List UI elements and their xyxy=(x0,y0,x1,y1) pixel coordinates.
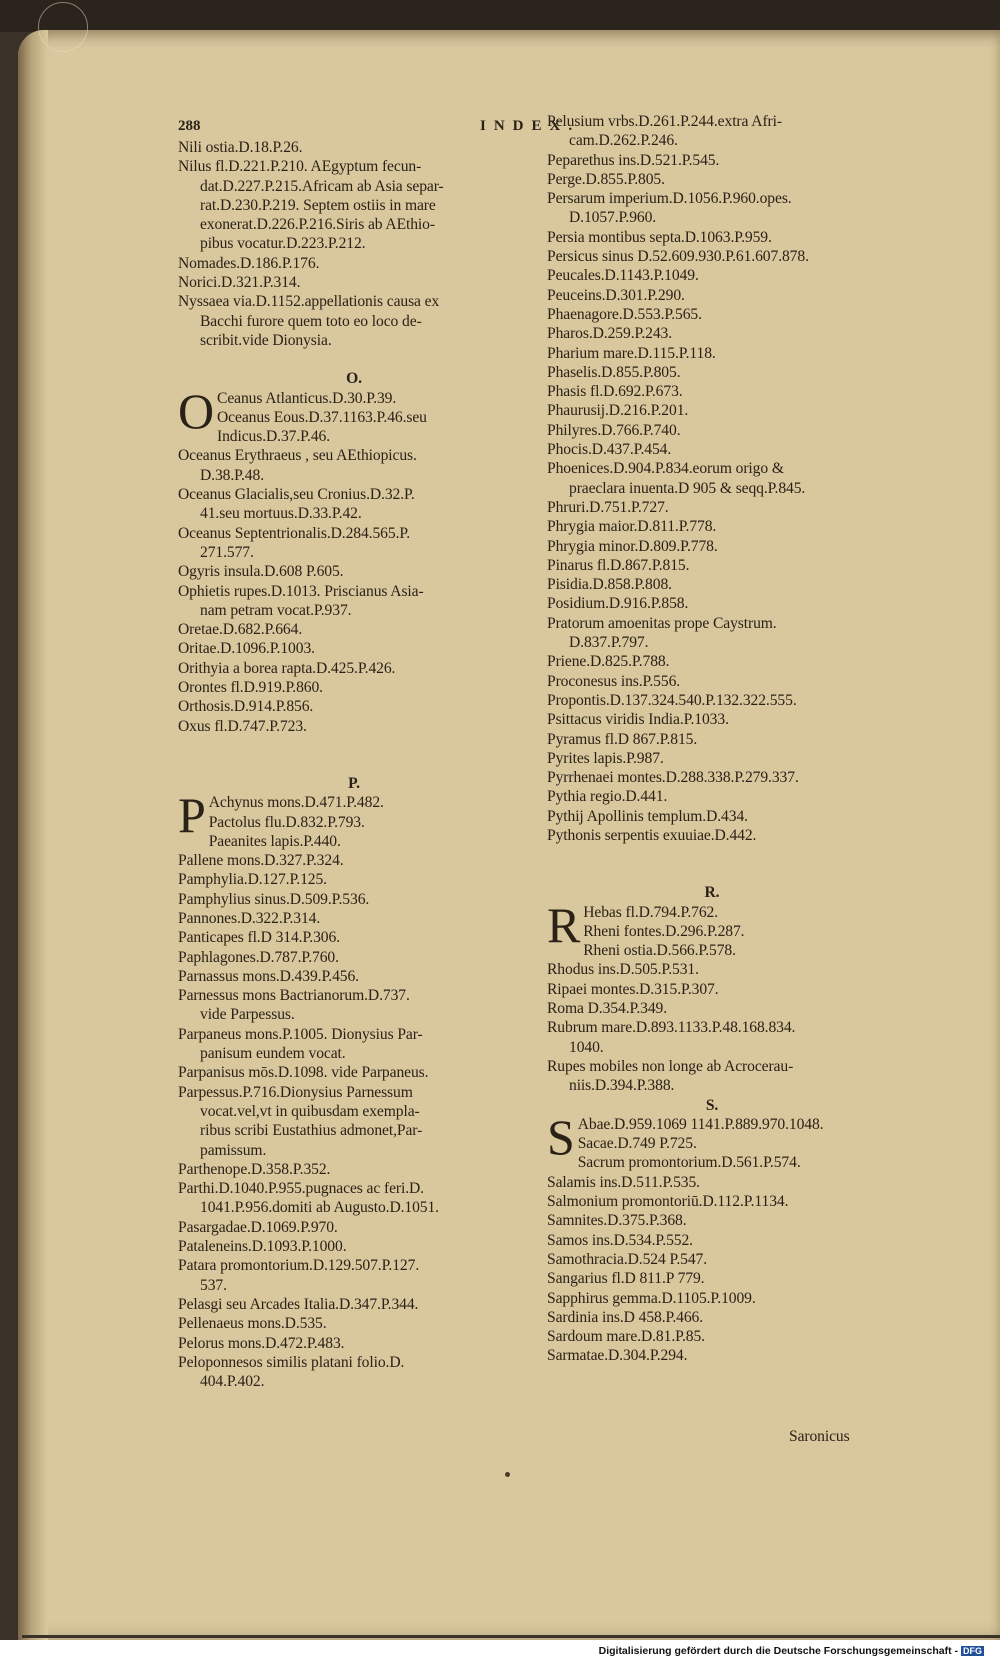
index-entry-line: Pharos.D.259.P.243. xyxy=(547,325,673,343)
index-entry-line: Salamis ins.D.511.P.535. xyxy=(547,1173,700,1191)
index-entry-line: Posidium.D.916.P.858. xyxy=(547,595,689,613)
index-entry-line: Rhodus ins.D.505.P.531. xyxy=(547,961,699,979)
r-entries xyxy=(547,896,877,1096)
index-entry-line: Sardoum mare.D.81.P.85. xyxy=(547,1328,705,1346)
index-entry-line: Patara promontorium.D.129.507.P.127. xyxy=(178,1257,420,1275)
index-entry-line: Peuceins.D.301.P.290. xyxy=(547,286,685,304)
o-entries xyxy=(178,382,530,736)
s-section xyxy=(547,1108,877,1366)
index-entry-line: Pactolus flu.D.832.P.793. xyxy=(208,813,365,831)
index-entry-line: cam.D.262.P.246. xyxy=(569,132,678,150)
index-entry-line: Phrygia minor.D.809.P.778. xyxy=(547,537,718,555)
index-entry-line: Paphlagones.D.787.P.760. xyxy=(178,948,339,966)
index-entry-line: pibus vocatur.D.223.P.212. xyxy=(200,235,366,253)
index-entry-line: ribus scribi Eustathius admonet,Par- xyxy=(200,1122,423,1140)
index-entry-line: Pisidia.D.858.P.808. xyxy=(547,576,672,594)
index-entry-line: Rheni ostia.D.566.P.578. xyxy=(583,942,736,960)
index-entry-line: Oceanus Glacialis,seu Cronius.D.32.P. xyxy=(178,486,415,504)
index-entry-line: Persicus sinus D.52.609.930.P.61.607.878. xyxy=(547,248,809,266)
index-entry-line: Pharium mare.D.115.P.118. xyxy=(547,344,716,362)
index-entry-line: Priene.D.825.P.788. xyxy=(547,653,670,671)
index-entry-line: Pelusium vrbs.D.261.P.244.extra Afri- xyxy=(547,113,782,130)
index-entry-line: Oceanus Septentrionalis.D.284.565.P. xyxy=(178,524,411,542)
index-entry-line: Ogyris insula.D.608 P.605. xyxy=(178,563,344,581)
n-entries xyxy=(178,138,530,350)
footer-text: Digitalisierung gefördert durch die Deutsche Forschungsgemeinschaft - xyxy=(598,1645,958,1657)
catchword: Saronicus xyxy=(789,1428,850,1445)
index-entry-line: Pythonis serpentis exuuiae.D.442. xyxy=(547,826,757,844)
index-entry-line: rat.D.230.P.219. Septem ostiis in mare xyxy=(200,196,436,214)
dfg-logo: DFG xyxy=(963,1646,982,1656)
index-entry-line: Phaenagore.D.553.P.565. xyxy=(547,305,702,323)
index-entry-line: Nyssaea via.D.1152.appellationis causa ex xyxy=(178,293,440,311)
index-entry-line: 41.seu mortuus.D.33.P.42. xyxy=(200,505,362,523)
index-entry-line: Pythia regio.D.441. xyxy=(547,788,668,806)
page-number: 288 xyxy=(178,118,201,134)
index-entry-line: Rheni fontes.D.296.P.287. xyxy=(583,922,745,940)
index-entry-line: Samnites.D.375.P.368. xyxy=(547,1212,687,1230)
index-entry-line: praeclara inuenta.D 905 & seqq.P.845. xyxy=(569,479,806,497)
index-entry-line: Indicus.D.37.P.46. xyxy=(217,428,331,446)
index-entry-line: Parnassus mons.D.439.P.456. xyxy=(178,967,359,985)
index-entry-line: Phasis fl.D.692.P.673. xyxy=(547,383,683,401)
index-entry-line: Sardinia ins.D 458.P.466. xyxy=(547,1308,704,1326)
index-entry-line: Pelorus mons.D.472.P.483. xyxy=(178,1334,345,1352)
index-entry-line: Samos ins.D.534.P.552. xyxy=(547,1231,693,1249)
index-entry-line: Ceanus Atlanticus.D.30.P.39. xyxy=(217,389,397,407)
index-entry-line: Proconesus ins.P.556. xyxy=(547,672,681,690)
index-entry-line: Sarmatae.D.304.P.294. xyxy=(547,1347,688,1365)
drop-cap-r: R xyxy=(547,896,581,953)
s-entries xyxy=(547,1108,877,1366)
index-entry-line: Pythij Apollinis templum.D.434. xyxy=(547,807,748,825)
index-entry-line: Oxus fl.D.747.P.723. xyxy=(178,717,307,735)
section-heading-p: P. xyxy=(348,774,360,792)
index-entry-line: Abae.D.959.1069 1141.P.889.970.1048. xyxy=(577,1115,824,1133)
index-entry-line: Peucales.D.1143.P.1049. xyxy=(547,267,699,285)
index-entry-line: Pamphylius sinus.D.509.P.536. xyxy=(178,890,370,908)
index-entry-line: Pelasgi seu Arcades Italia.D.347.P.344. xyxy=(178,1295,419,1313)
page-bottom-edge xyxy=(22,1635,1000,1638)
index-entry-line: pamissum. xyxy=(200,1141,267,1159)
index-entry-line: Panticapes fl.D 314.P.306. xyxy=(178,929,340,947)
o-section xyxy=(178,382,530,736)
index-entry-line: Sacae.D.749 P.725. xyxy=(577,1135,697,1153)
index-entry-line: Pataleneins.D.1093.P.1000. xyxy=(178,1238,347,1256)
index-entry-line: Oretae.D.682.P.664. xyxy=(178,621,303,639)
right-column xyxy=(547,112,877,1366)
index-entry-line: Pyrrhenaei montes.D.288.338.P.279.337. xyxy=(547,769,799,787)
index-entry-line: nam petram vocat.P.937. xyxy=(200,601,352,619)
index-entry-line: Roma D.354.P.349. xyxy=(547,1000,668,1018)
index-entry-line: Phruri.D.751.P.727. xyxy=(547,498,669,516)
index-entry-line: Persarum imperium.D.1056.P.960.opes. xyxy=(547,190,792,208)
running-head: INDEX. xyxy=(480,118,581,134)
index-entry-line: 1041.P.956.domiti ab Augusto.D.1051. xyxy=(200,1199,439,1217)
index-entry-line: Orithyia a borea rapta.D.425.P.426. xyxy=(178,659,396,677)
scan-top-edge xyxy=(0,0,1000,32)
index-entry-line: panisum eundem vocat. xyxy=(200,1045,346,1063)
index-entry-line: Pyrites lapis.P.987. xyxy=(547,749,664,767)
index-entry-line: 1040. xyxy=(569,1038,604,1056)
index-entry-line: D.1057.P.960. xyxy=(569,209,657,227)
section-heading-r: R. xyxy=(704,884,720,902)
index-entry-line: D.38.P.48. xyxy=(200,466,264,484)
index-entry-line: niis.D.394.P.388. xyxy=(569,1077,675,1095)
section-heading-s: S. xyxy=(705,1096,719,1114)
index-entry-line: Parpessus.P.716.Dionysius Parnessum xyxy=(178,1083,413,1101)
section-heading-o: O. xyxy=(346,370,362,388)
index-entry-line: Sapphirus gemma.D.1105.P.1009. xyxy=(547,1289,756,1307)
index-entry-line: Pamphylia.D.127.P.125. xyxy=(178,871,327,889)
drop-cap-s: S xyxy=(547,1108,575,1165)
index-entry-line: dat.D.227.P.215.Africam ab Asia separ- xyxy=(200,177,444,195)
index-entry-line: Salmonium promontoriū.D.112.P.1134. xyxy=(547,1193,789,1211)
index-entry-line: vide Parpessus. xyxy=(200,1006,295,1024)
index-entry-line: 271.577. xyxy=(200,543,254,561)
index-entry-line: Orontes fl.D.919.P.860. xyxy=(178,679,323,697)
index-entry-line: Phaselis.D.855.P.805. xyxy=(547,363,681,381)
index-entry-line: Pinarus fl.D.867.P.815. xyxy=(547,556,690,574)
index-entry-line: Peloponnesos similis platani folio.D. xyxy=(178,1353,405,1371)
ink-spot xyxy=(505,1472,510,1477)
index-entry-line: Phocis.D.437.P.454. xyxy=(547,441,672,459)
index-entry-line: exonerat.D.226.P.216.Siris ab AEthio- xyxy=(200,216,435,234)
index-entry-line: vocat.vel,vt in quibusdam exempla- xyxy=(200,1102,420,1120)
index-entry-line: Samothracia.D.524 P.547. xyxy=(547,1250,708,1268)
index-entry-line: Nomades.D.186.P.176. xyxy=(178,254,320,272)
index-entry-line: Rupes mobiles non longe ab Acrocerau- xyxy=(547,1057,794,1075)
index-entry-line: Sangarius fl.D 811.P 779. xyxy=(547,1270,705,1288)
drop-cap-o: O xyxy=(178,382,215,439)
index-entry-line: scribit.vide Dionysia. xyxy=(200,331,332,349)
index-entry-line: Bacchi furore quem toto eo loco de- xyxy=(200,312,422,330)
index-entry-line: Nili ostia.D.18.P.26. xyxy=(178,139,303,156)
index-entry-line: Rubrum mare.D.893.1133.P.48.168.834. xyxy=(547,1019,796,1037)
index-entry-line: Oceanus Erythraeus , seu AEthiopicus. xyxy=(178,447,417,465)
index-entry-line: Psittacus viridis India.P.1033. xyxy=(547,711,729,729)
index-entry-line: Paeanites lapis.P.440. xyxy=(208,832,341,850)
digitization-credit xyxy=(599,1645,984,1657)
index-entry-line: D.837.P.797. xyxy=(569,634,649,652)
p-entries-continued xyxy=(547,112,877,845)
index-entry-line: 404.P.402. xyxy=(200,1373,265,1391)
index-entry-line: Persia montibus septa.D.1063.P.959. xyxy=(547,228,772,246)
index-entry-line: Ophietis rupes.D.1013. Priscianus Asia- xyxy=(178,582,424,600)
left-column xyxy=(178,138,530,1391)
index-entry-line: Parpaneus mons.P.1005. Dionysius Par- xyxy=(178,1025,423,1043)
index-entry-line: Norici.D.321.P.314. xyxy=(178,274,301,292)
index-entry-line: Phrygia maior.D.811.P.778. xyxy=(547,518,717,536)
index-entry-line: Parthenope.D.358.P.352. xyxy=(178,1160,331,1178)
index-entry-line: Orthosis.D.914.P.856. xyxy=(178,698,314,716)
index-entry-line: Propontis.D.137.324.540.P.132.322.555. xyxy=(547,691,797,709)
index-entry-line: Nilus fl.D.221.P.210. AEgyptum fecun- xyxy=(178,158,422,176)
page-corner-mark xyxy=(38,2,88,52)
index-entry-line: Pellenaeus mons.D.535. xyxy=(178,1315,327,1333)
p-entries xyxy=(178,787,530,1391)
index-entry-line: Parnessus mons Bactrianorum.D.737. xyxy=(178,987,410,1005)
index-entry-line: Ripaei montes.D.315.P.307. xyxy=(547,980,719,998)
index-entry-line: Perge.D.855.P.805. xyxy=(547,170,665,188)
index-entry-line: Oritae.D.1096.P.1003. xyxy=(178,640,315,658)
index-entry-line: Oceanus Eous.D.37.1163.P.46.seu xyxy=(217,408,427,426)
index-entry-line: Pallene mons.D.327.P.324. xyxy=(178,852,344,870)
index-entry-line: Peparethus ins.D.521.P.545. xyxy=(547,151,720,169)
index-entry-line: Phaurusij.D.216.P.201. xyxy=(547,402,689,420)
index-entry-line: Sacrum promontorium.D.561.P.574. xyxy=(577,1154,801,1172)
index-entry-line: Pasargadae.D.1069.P.970. xyxy=(178,1218,338,1236)
index-entry-line: Pyramus fl.D 867.P.815. xyxy=(547,730,698,748)
index-entry-line: Achynus mons.D.471.P.482. xyxy=(208,794,384,812)
index-entry-line: Parpanisus mōs.D.1098. vide Parpaneus. xyxy=(178,1064,429,1082)
index-entry-line: Pratorum amoenitas prope Caystrum. xyxy=(547,614,777,632)
p-section xyxy=(178,787,530,1391)
index-entry-line: 537. xyxy=(200,1276,227,1294)
index-entry-line: Pannones.D.322.P.314. xyxy=(178,909,321,927)
index-entry-line: Philyres.D.766.P.740. xyxy=(547,421,681,439)
index-entry-line: Parthi.D.1040.P.955.pugnaces ac feri.D. xyxy=(178,1180,424,1198)
index-entry-line: Hebas fl.D.794.P.762. xyxy=(583,903,719,921)
drop-cap-p: P xyxy=(178,787,206,844)
index-entry-line: Phoenices.D.904.P.834.eorum origo & xyxy=(547,460,784,478)
r-section xyxy=(547,896,877,1096)
page-gutter-shadow xyxy=(18,30,48,1640)
